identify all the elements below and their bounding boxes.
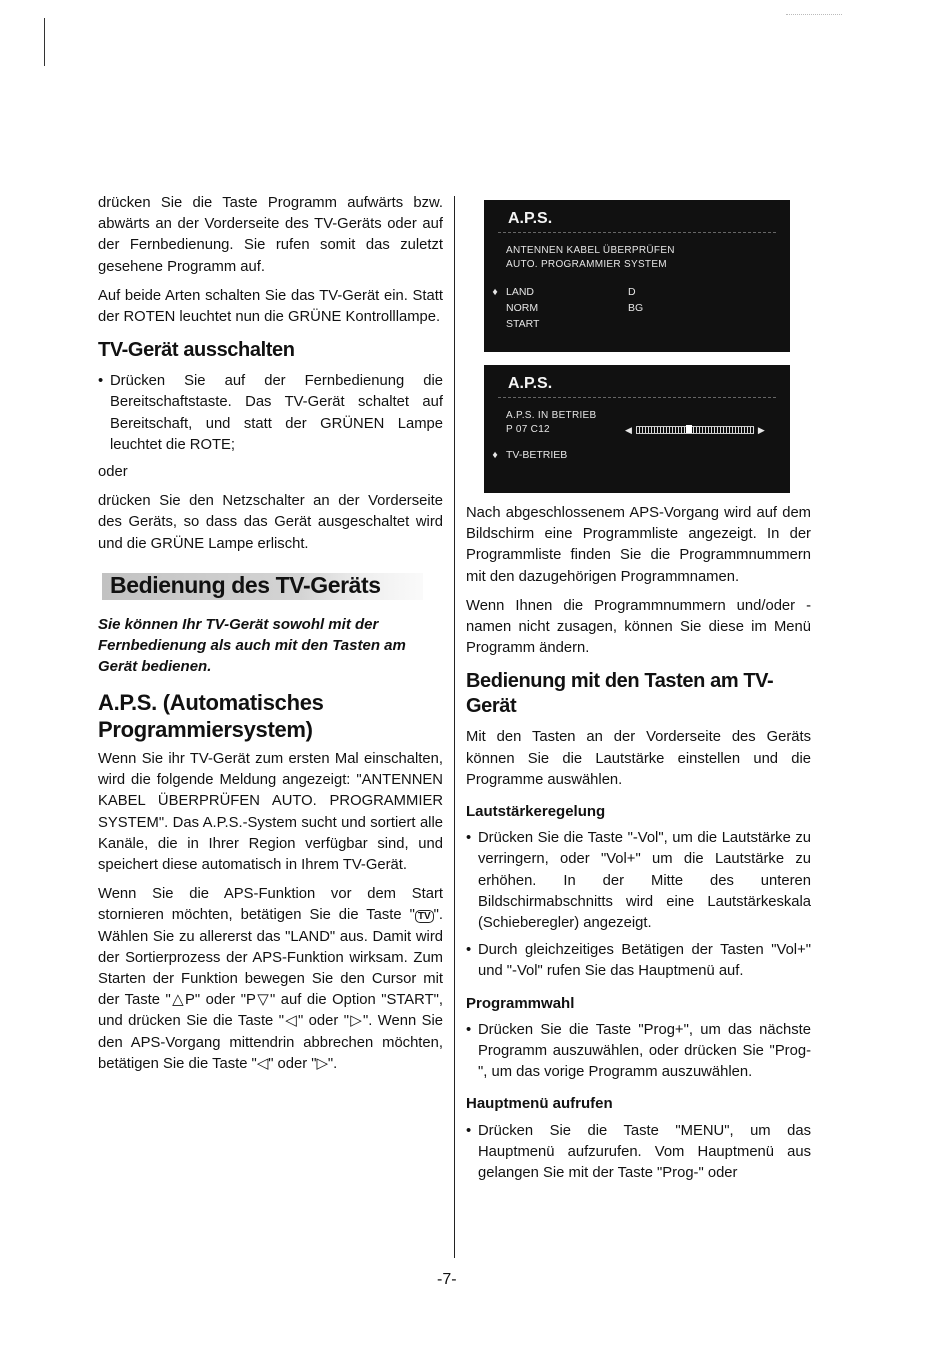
scan-dots — [786, 14, 842, 15]
arrow-right-icon: ▶ — [757, 424, 765, 435]
osd-row-value: D — [628, 286, 636, 298]
bullet-icon: • — [98, 373, 104, 390]
list-item — [466, 1020, 811, 1084]
osd-row-label: NORM — [506, 302, 539, 314]
paragraph-aendern: Wenn Ihnen die Programmnummern und/oder -namen nicht zusagen, können Sie diese im Menü Programm ändern. — [466, 597, 811, 657]
osd-line: AUTO. PROGRAMMIER SYSTEM — [506, 259, 667, 270]
bullet-text: Drücken Sie die Taste "Prog+", um das nächste Programm auszuwählen, oder drücken Sie "Prog-", um das vorige Programm auszuwählen. — [478, 1021, 811, 1081]
osd-row-label: TV-BETRIEB — [506, 449, 568, 461]
aps-heading: A.P.S. (Automatisches Programmiersystem) — [98, 690, 324, 743]
cursor-icon: ♦ — [492, 286, 498, 298]
osd-row-value: BG — [628, 302, 644, 314]
column-divider — [454, 196, 455, 1258]
paragraph-programmliste: Nach abgeschlossenem APS-Vorgang wird auf dem Bildschirm eine Programmliste angezeigt. In der Programmliste finden Sie die Programmnummern mit den dazugehörigen Programmnamen. — [466, 505, 811, 585]
bullet-text: Drücken Sie auf der Fernbedienung die Bereitschaftstaste. Das TV-Gerät schaltet auf Bereitschaft, und statt der GRÜNEN Lampe leuchtet die ROTE; — [110, 373, 443, 453]
bullet-icon: • — [466, 1122, 472, 1139]
right-column — [466, 503, 811, 1190]
osd-row-label: START — [506, 318, 540, 330]
list-item — [466, 940, 811, 982]
heading-tasten: Bedienung mit den Tasten am TV-Gerät — [466, 670, 774, 718]
heading-ausschalten: TV-Gerät ausschalten — [98, 339, 295, 362]
arrow-left-icon: ◀ — [625, 424, 632, 435]
list-item — [466, 828, 811, 934]
heading-hauptmenue: Hauptmenü aufrufen — [466, 1095, 613, 1113]
paragraph-aps-start — [98, 884, 443, 1075]
bullet-icon: • — [466, 830, 472, 847]
osd-aps-menu — [484, 200, 790, 352]
left-column — [98, 193, 443, 1083]
paragraph-netzschalter: drücken Sie den Netzschalter an der Vorderseite des Geräts, so dass das Gerät ausgeschaltet wird und die GRÜNE Lampe erlischt. — [98, 493, 443, 552]
heading-lautstaerke: Lautstärkeregelung — [466, 803, 606, 821]
osd-row-norm — [484, 300, 790, 316]
osd-row-label: LAND — [506, 286, 535, 298]
intro-text: Sie können Ihr TV-Gerät sowohl mit der Fernbedienung als auch mit den Tasten am Gerät bedienen. — [98, 616, 406, 676]
progress-track — [636, 426, 754, 434]
bullet-text: Drücken Sie die Taste "-Vol", um die Lautstärke zu verringern, oder "Vol+" um die Lautstärke zu erhöhen. In der Mitte des unteren Bildschirmabschnitts wird eine Lautstärkeskala (Schieberegler) angezeigt. — [478, 830, 811, 932]
section-banner: Bedienung des TV-Geräts — [102, 573, 423, 600]
list-item — [466, 1121, 811, 1185]
progress-bar — [625, 425, 765, 436]
aps-start-text-a: Wenn Sie die APS-Funktion vor dem Start stornieren möchten, betätigen Sie die Taste " — [98, 886, 443, 924]
paragraph-aps: Wenn Sie ihr TV-Gerät zum ersten Mal einschalten, wird die folgende Meldung angezeigt: "ANTENNEN KABEL ÜBERPRÜFEN AUTO. PROGRAMMIER SYSTEM". Das A.P.S.-System sucht und sortiert alle Kanäle, die in Ihrer Region verfügbar sind, und speichert diese automatisch in Ihrem TV-Gerät. — [98, 751, 443, 874]
osd-line: A.P.S. IN BETRIEB — [506, 410, 597, 421]
osd-row-tv — [484, 447, 790, 463]
osd-divider — [498, 232, 776, 234]
bullet-text: Durch gleichzeitiges Betätigen der Tasten "Vol+" und "-Vol" rufen Sie das Hauptmenü auf. — [478, 942, 811, 980]
aps-start-text-b: ". Wählen Sie zu allererst das "LAND" aus. Damit wird der Sortierprozess der APS-Funktion wirksam. Zum Starten der Funktion bewegen Sie den Cursor mit der Taste "△P" oder "P▽" auf die Option "START", und drücken Sie die Taste "◁" oder "▷". Wenn Sie den APS-Vorgang mittendrin abbrechen möchten, betätigen Sie die Taste "◁" oder "▷". — [98, 907, 443, 1072]
paragraph-einschalten: Auf beide Arten schalten Sie das TV-Gerät ein. Statt der ROTEN leuchtet nun die GRÜNE Kontrolllampe. — [98, 287, 443, 326]
tv-key-icon: TV — [415, 910, 434, 923]
osd-divider — [498, 397, 776, 399]
list-item — [98, 371, 443, 456]
bullet-icon: • — [466, 942, 472, 959]
osd-aps-progress — [484, 365, 790, 493]
bullet-text: Drücken Sie die Taste "MENU", um das Hauptmenü aufzurufen. Vom Hauptmenü aus gelangen Sie mit der Taste "Prog-" oder — [478, 1122, 811, 1182]
paragraph-programm: drücken Sie die Taste Programm aufwärts bzw. abwärts an der Vorderseite des TV-Geräts oder auf der Fernbedienung. Sie rufen somit das zuletzt gesehene Programm auf. — [98, 195, 443, 275]
osd-row-land — [484, 284, 790, 300]
osd-line: ANTENNEN KABEL ÜBERPRÜFEN — [506, 245, 675, 256]
page-number: -7- — [437, 1271, 457, 1288]
osd-line: P 07 C12 — [506, 424, 550, 435]
margin-mark — [44, 18, 45, 66]
osd-title: A.P.S. — [508, 375, 553, 392]
cursor-icon: ♦ — [492, 449, 498, 461]
bullet-icon: • — [466, 1021, 472, 1038]
paragraph-tasten: Mit den Tasten an der Vorderseite des Geräts können Sie die Lautstärke einstellen und die Programme auswählen. — [466, 729, 811, 788]
osd-row-start — [484, 316, 790, 332]
oder-text: oder — [98, 464, 128, 481]
progress-thumb — [686, 425, 692, 433]
osd-title: A.P.S. — [508, 210, 553, 227]
heading-programmwahl: Programmwahl — [466, 994, 575, 1012]
